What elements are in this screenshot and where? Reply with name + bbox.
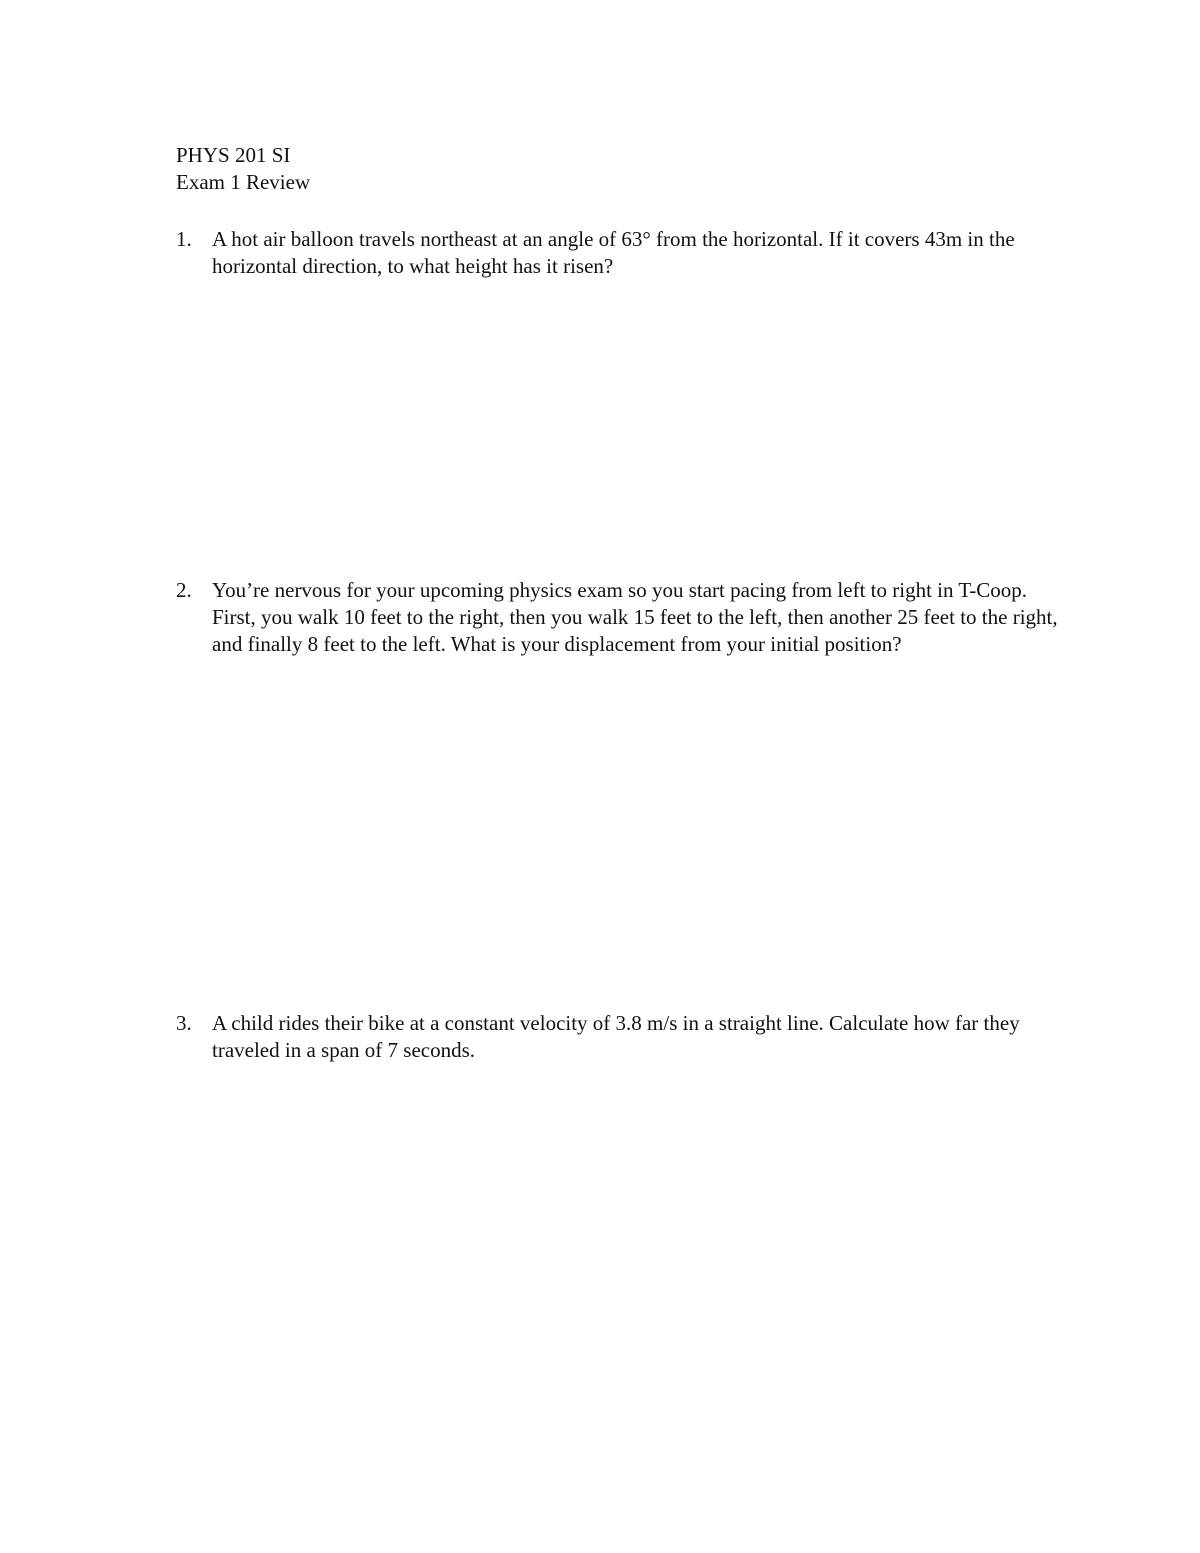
course-title: PHYS 201 SI [176, 143, 291, 167]
document-header [176, 142, 310, 196]
document-title: Exam 1 Review [176, 170, 311, 194]
question-text: You’re nervous for your upcoming physics exam so you start pacing from left to right in T-Coop. First, you walk 10 feet to the right, then you walk 15 feet to the left, then another 25 feet to the right, and finally 8 feet to the left. What is your displacement from your initial position? [212, 578, 1058, 656]
question-3 [176, 1010, 1076, 1064]
question-1 [176, 226, 1076, 280]
question-text: A child rides their bike at a constant velocity of 3.8 m/s in a straight line. Calculate how far they traveled in a span of 7 seconds. [212, 1011, 1020, 1062]
question-number: 2. [176, 578, 192, 602]
question-2 [176, 577, 1076, 658]
question-number: 1. [176, 227, 192, 251]
question-number: 3. [176, 1011, 192, 1035]
question-text: A hot air balloon travels northeast at an angle of 63° from the horizontal. If it covers 43m in the horizontal direction, to what height has it risen? [212, 227, 1015, 278]
